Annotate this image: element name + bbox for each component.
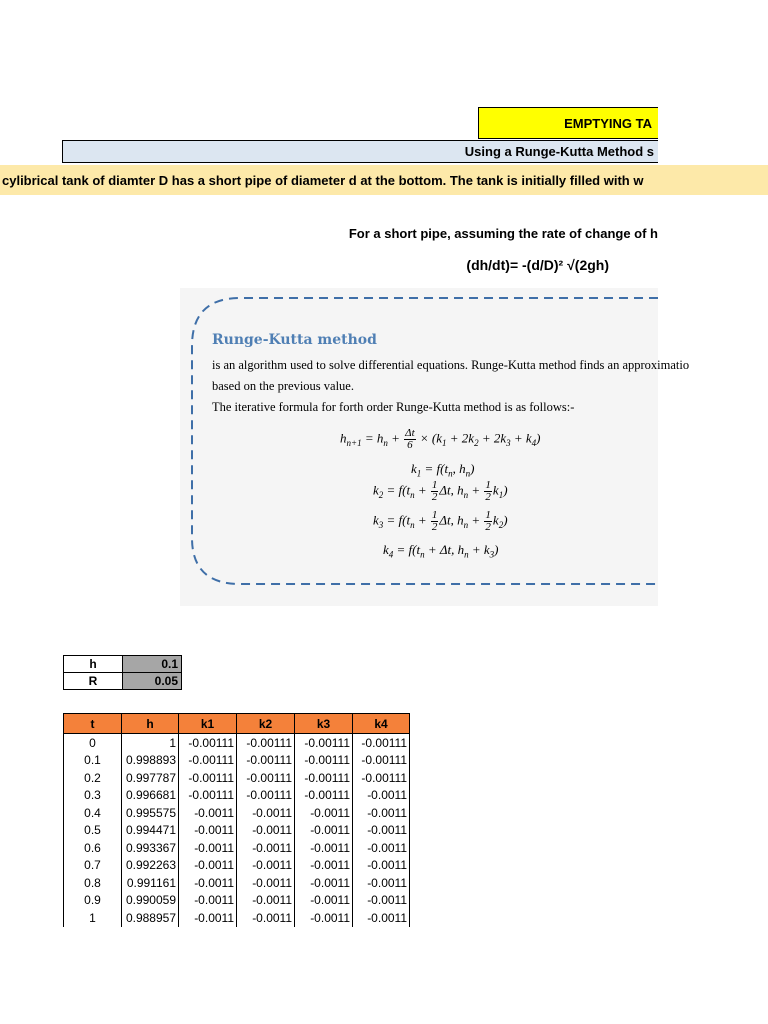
header-k2[interactable]: k2 xyxy=(237,714,295,734)
param-label[interactable]: h xyxy=(64,656,123,673)
table-cell[interactable]: -0.0011 xyxy=(295,892,353,910)
sheet-subtitle xyxy=(62,140,658,163)
rk-formula-k1: $k_1 = f(t_n$, $h_n$) xyxy=(411,461,475,479)
table-cell[interactable]: -0.0011 xyxy=(179,822,237,840)
table-cell[interactable]: -0.0011 xyxy=(237,822,295,840)
table-cell[interactable]: 0.2 xyxy=(64,769,122,787)
header-k4[interactable]: k4 xyxy=(353,714,410,734)
rk-line-3: The iterative formula for forth order Runge-Kutta method is as follows:- xyxy=(212,400,575,414)
table-cell[interactable]: -0.0011 xyxy=(237,804,295,822)
table-row xyxy=(64,769,410,787)
problem-description xyxy=(0,165,768,195)
table-cell[interactable]: -0.00111 xyxy=(237,787,295,805)
sheet-title-text: EMPTYING TA xyxy=(564,115,652,131)
problem-description-text: cylibrical tank of diamter D has a short pipe of diameter d at the bottom. The tank is initially filled with w xyxy=(2,172,644,188)
rk-line-2: based on the previous value. xyxy=(212,379,354,393)
table-row xyxy=(64,892,410,910)
header-k3[interactable]: k3 xyxy=(295,714,353,734)
table-cell[interactable]: -0.00111 xyxy=(179,734,237,752)
table-cell[interactable]: -0.0011 xyxy=(353,874,410,892)
table-cell[interactable]: 0.990059 xyxy=(122,892,179,910)
results-body xyxy=(64,734,410,927)
rk-formula-k4: $k_4 = f(t_n + \Delta t$, $h_n + k_3$) xyxy=(383,542,499,560)
short-pipe-text: For a short pipe, assuming the rate of change of h xyxy=(348,226,658,241)
param-value[interactable]: 0.1 xyxy=(123,656,182,673)
table-row xyxy=(64,874,410,892)
param-row-r xyxy=(64,673,182,690)
table-cell[interactable]: 0.9 xyxy=(64,892,122,910)
table-cell[interactable]: -0.00111 xyxy=(353,769,410,787)
table-row xyxy=(64,822,410,840)
rk-formula-h: $h_{n+1} = h_n$ + $\frac{\Delta t}{6}$ × $(k_1 + 2k_2 + 2k_3 + k_4)$ xyxy=(340,427,541,451)
table-cell[interactable]: -0.00111 xyxy=(237,734,295,752)
table-cell[interactable]: -0.0011 xyxy=(179,857,237,875)
table-cell[interactable]: 0.993367 xyxy=(122,839,179,857)
table-cell[interactable]: -0.0011 xyxy=(353,909,410,927)
table-cell[interactable]: -0.0011 xyxy=(179,839,237,857)
table-cell[interactable]: -0.0011 xyxy=(237,839,295,857)
table-cell[interactable]: -0.0011 xyxy=(353,857,410,875)
param-label[interactable]: R xyxy=(64,673,123,690)
table-cell[interactable]: -0.0011 xyxy=(237,874,295,892)
table-cell[interactable]: -0.0011 xyxy=(353,892,410,910)
table-cell[interactable]: 0.992263 xyxy=(122,857,179,875)
governing-equation: (dh/dt)= -(d/D)² √(2gh) xyxy=(466,257,609,273)
sheet-title xyxy=(478,107,658,139)
rk-line-1: is an algorithm used to solve differential equations. Runge-Kutta method finds an approximatio xyxy=(212,358,690,372)
table-cell[interactable]: -0.0011 xyxy=(237,857,295,875)
table-cell[interactable]: -0.00111 xyxy=(353,752,410,770)
table-cell[interactable]: 1 xyxy=(64,909,122,927)
table-cell[interactable]: -0.0011 xyxy=(353,787,410,805)
table-cell[interactable]: -0.0011 xyxy=(179,909,237,927)
table-row xyxy=(64,804,410,822)
table-cell[interactable]: -0.0011 xyxy=(353,839,410,857)
table-row xyxy=(64,839,410,857)
table-cell[interactable]: -0.0011 xyxy=(179,804,237,822)
table-cell[interactable]: -0.00111 xyxy=(237,752,295,770)
table-cell[interactable]: 0.1 xyxy=(64,752,122,770)
table-cell[interactable]: 0.997787 xyxy=(122,769,179,787)
table-row xyxy=(64,734,410,752)
table-cell[interactable]: -0.00111 xyxy=(295,734,353,752)
table-cell[interactable]: -0.0011 xyxy=(237,892,295,910)
param-value[interactable]: 0.05 xyxy=(123,673,182,690)
table-cell[interactable]: -0.00111 xyxy=(179,769,237,787)
table-cell[interactable]: -0.0011 xyxy=(295,839,353,857)
table-cell[interactable]: 0.998893 xyxy=(122,752,179,770)
table-row xyxy=(64,909,410,927)
table-cell[interactable]: -0.00111 xyxy=(179,787,237,805)
table-cell[interactable]: -0.00111 xyxy=(295,769,353,787)
rk-heading: Runge-Kutta method xyxy=(212,332,377,348)
table-cell[interactable]: 0.988957 xyxy=(122,909,179,927)
table-row xyxy=(64,752,410,770)
table-cell[interactable]: 1 xyxy=(122,734,179,752)
table-cell[interactable]: -0.0011 xyxy=(295,874,353,892)
table-cell[interactable]: 0.8 xyxy=(64,874,122,892)
table-cell[interactable]: 0.991161 xyxy=(122,874,179,892)
table-cell[interactable]: -0.00111 xyxy=(295,752,353,770)
table-cell[interactable]: 0.994471 xyxy=(122,822,179,840)
table-cell[interactable]: -0.0011 xyxy=(179,892,237,910)
table-cell[interactable]: -0.0011 xyxy=(179,874,237,892)
table-cell[interactable]: -0.00111 xyxy=(237,769,295,787)
table-cell[interactable]: 0.7 xyxy=(64,857,122,875)
table-cell[interactable]: 0.5 xyxy=(64,822,122,840)
table-cell[interactable]: 0 xyxy=(64,734,122,752)
rk-formula-k3: $k_3 = f(t_n$ + $\frac{1}{2}$ Δt, $h_n$ + $\frac{1}{2}$ $k_2$) xyxy=(373,509,508,533)
table-cell[interactable]: -0.0011 xyxy=(353,822,410,840)
table-cell[interactable]: -0.0011 xyxy=(353,804,410,822)
table-cell[interactable]: 0.3 xyxy=(64,787,122,805)
sheet-subtitle-text: Using a Runge-Kutta Method s xyxy=(464,144,654,159)
table-cell[interactable]: -0.00111 xyxy=(179,752,237,770)
results-header-row xyxy=(64,714,410,734)
header-h[interactable]: h xyxy=(122,714,179,734)
header-t[interactable]: t xyxy=(64,714,122,734)
table-cell[interactable]: -0.0011 xyxy=(237,909,295,927)
table-cell[interactable]: -0.0011 xyxy=(295,909,353,927)
header-k1[interactable]: k1 xyxy=(179,714,237,734)
table-cell[interactable]: -0.00111 xyxy=(295,787,353,805)
table-cell[interactable]: -0.0011 xyxy=(295,804,353,822)
table-row xyxy=(64,787,410,805)
table-cell[interactable]: 0.995575 xyxy=(122,804,179,822)
param-row-h xyxy=(64,656,182,673)
table-cell[interactable]: -0.0011 xyxy=(295,857,353,875)
table-cell[interactable]: -0.0011 xyxy=(295,822,353,840)
table-cell[interactable]: 0.4 xyxy=(64,804,122,822)
table-cell[interactable]: -0.00111 xyxy=(353,734,410,752)
table-cell[interactable]: 0.996681 xyxy=(122,787,179,805)
parameter-table xyxy=(63,655,182,690)
table-row xyxy=(64,857,410,875)
table-cell[interactable]: 0.6 xyxy=(64,839,122,857)
results-table xyxy=(63,713,410,927)
rk-formula-k2: $k_2 = f(t_n$ + $\frac{1}{2}$ Δt, $h_n$ + $\frac{1}{2}$ $k_1$) xyxy=(373,479,508,503)
